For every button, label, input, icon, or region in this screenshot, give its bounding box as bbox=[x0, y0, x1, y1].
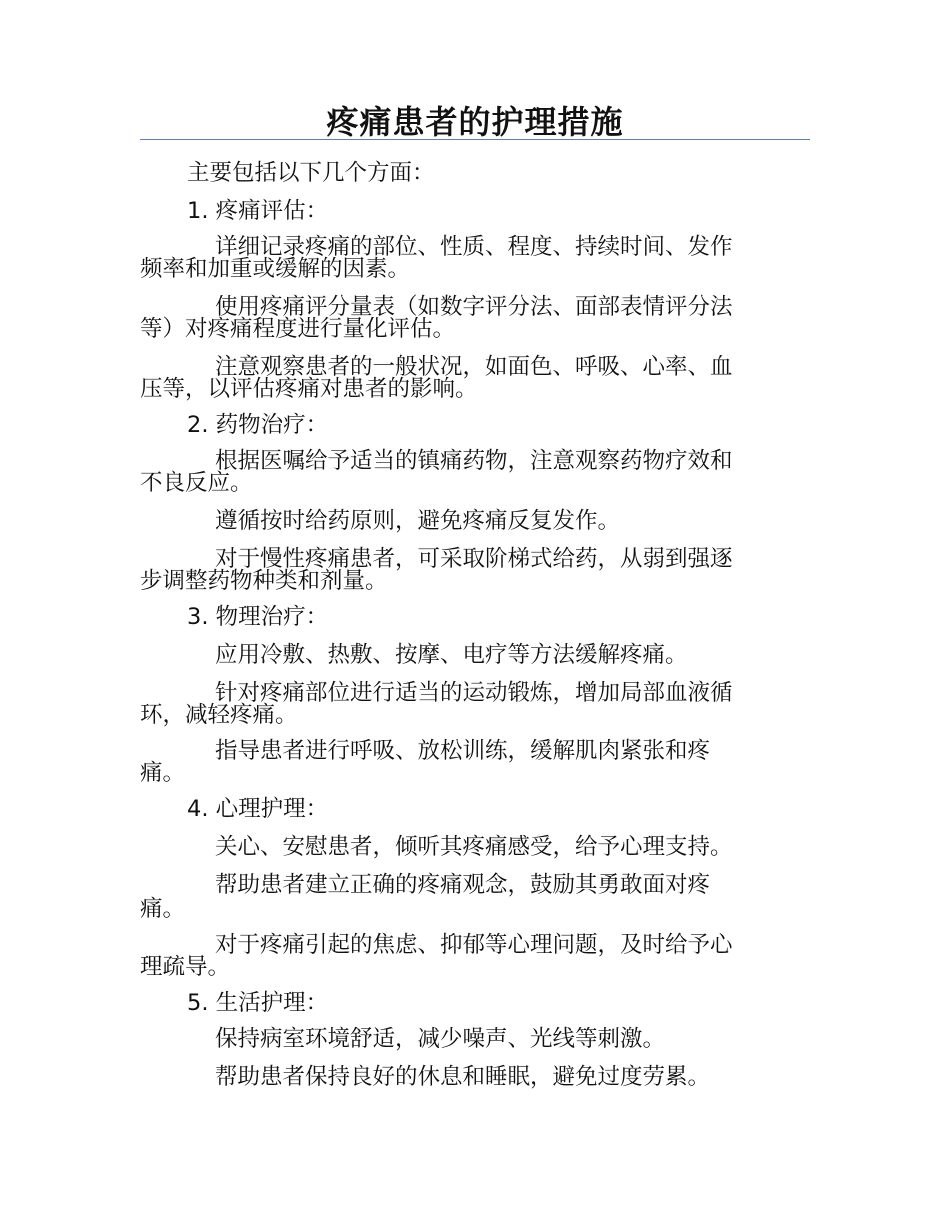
section-heading-2: 2. 药物治疗： bbox=[187, 412, 329, 438]
paragraph-line-continued: 步调整药物种类和剂量。 bbox=[140, 568, 388, 594]
paragraph-line-continued: 痛。 bbox=[140, 896, 186, 922]
intro-text: 主要包括以下几个方面： bbox=[187, 160, 435, 186]
paragraph-line-continued: 环，减轻疼痛。 bbox=[140, 702, 298, 728]
paragraph-line: 应用冷敷、热敷、按摩、电疗等方法缓解疼痛。 bbox=[215, 642, 688, 668]
paragraph-line: 注意观察患者的一般状况，如面色、呼吸、心率、血 bbox=[215, 354, 733, 380]
paragraph-line: 关心、安慰患者，倾听其疼痛感受，给予心理支持。 bbox=[215, 834, 733, 860]
paragraph-line: 遵循按时给药原则，避免疼痛反复发作。 bbox=[215, 508, 621, 534]
paragraph-line-continued: 理疏导。 bbox=[140, 954, 231, 980]
section-heading-1: 1. 疼痛评估： bbox=[187, 198, 329, 224]
paragraph-line: 针对疼痛部位进行适当的运动锻炼，增加局部血液循 bbox=[215, 680, 733, 706]
paragraph-line-continued: 不良反应。 bbox=[140, 470, 253, 496]
paragraph-line: 使用疼痛评分量表（如数字评分法、面部表情评分法 bbox=[215, 294, 733, 320]
paragraph-line: 根据医嘱给予适当的镇痛药物，注意观察药物疗效和 bbox=[215, 448, 733, 474]
paragraph-line-continued: 等）对疼痛程度进行量化评估。 bbox=[140, 316, 456, 342]
paragraph-line-continued: 频率和加重或缓解的因素。 bbox=[140, 256, 411, 282]
paragraph-line: 保持病室环境舒适，减少噪声、光线等刺激。 bbox=[215, 1026, 666, 1052]
paragraph-line: 指导患者进行呼吸、放松训练，缓解肌肉紧张和疼 bbox=[215, 738, 711, 764]
page-title: 疼痛患者的护理措施 bbox=[326, 103, 624, 141]
section-heading-3: 3. 物理治疗： bbox=[187, 604, 329, 630]
paragraph-line-continued: 痛。 bbox=[140, 760, 186, 786]
paragraph-line: 详细记录疼痛的部位、性质、程度、持续时间、发作 bbox=[215, 234, 733, 260]
paragraph-line: 对于慢性疼痛患者，可采取阶梯式给药，从弱到强逐 bbox=[215, 546, 733, 572]
section-heading-4: 4. 心理护理： bbox=[187, 796, 329, 822]
title-underline bbox=[140, 139, 810, 140]
paragraph-line: 帮助患者保持良好的休息和睡眠，避免过度劳累。 bbox=[215, 1064, 711, 1090]
paragraph-line: 帮助患者建立正确的疼痛观念，鼓励其勇敢面对疼 bbox=[215, 872, 711, 898]
section-heading-5: 5. 生活护理： bbox=[187, 990, 329, 1016]
paragraph-line-continued: 压等，以评估疼痛对患者的影响。 bbox=[140, 376, 478, 402]
paragraph-line: 对于疼痛引起的焦虑、抑郁等心理问题，及时给予心 bbox=[215, 932, 733, 958]
